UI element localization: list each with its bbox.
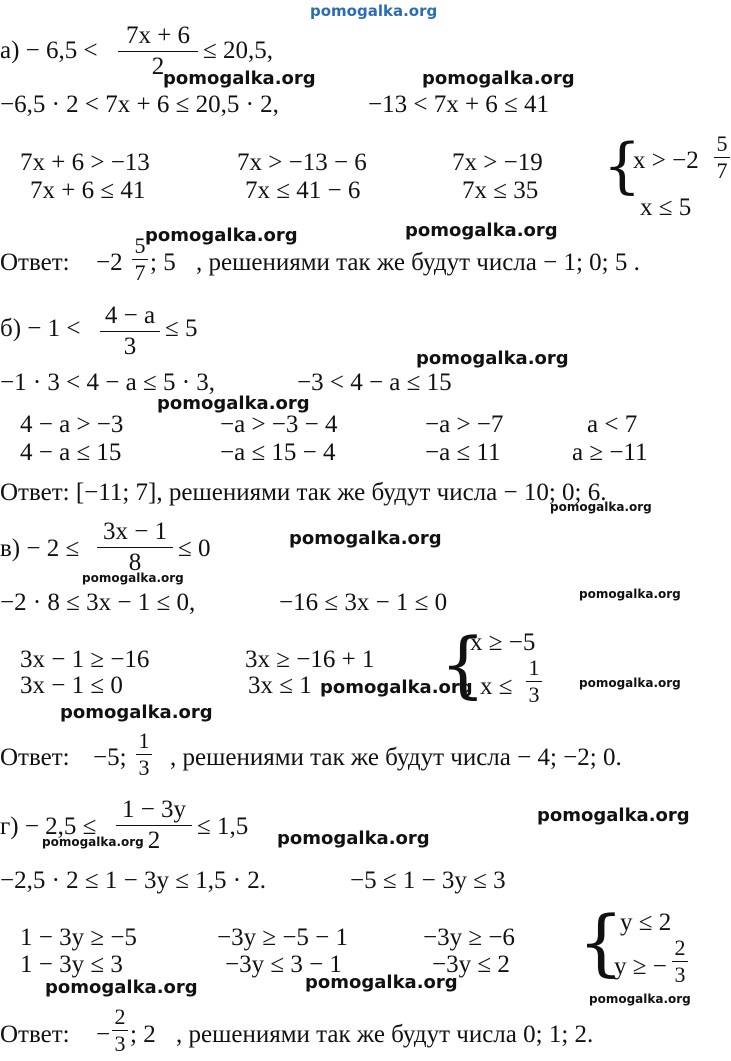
a-c2r1: 7x > −13 − 6 bbox=[237, 149, 367, 176]
c-sys2-num: 1 bbox=[528, 655, 540, 680]
a-c1r1: 7x + 6 > −13 bbox=[20, 149, 150, 176]
d-answer-fraction bbox=[112, 1005, 128, 1056]
d-line2-left: −2,5 · 2 ≤ 1 − 3y ≤ 1,5 · 2. bbox=[0, 867, 267, 894]
watermark: pomogalka.org bbox=[305, 972, 458, 993]
watermark: pomogalka.org bbox=[277, 828, 430, 849]
b-c3r2: −a ≤ 11 bbox=[425, 439, 501, 466]
a-answer-num: 5 bbox=[134, 233, 146, 258]
c-line2-right: −16 ≤ 3x − 1 ≤ 0 bbox=[279, 589, 448, 616]
d-c2r2: −3y ≤ 3 − 1 bbox=[225, 951, 342, 978]
b-answer: Ответ: [−11; 7], решениями так же будут числа − 10; 0; 6. bbox=[0, 479, 607, 506]
watermark-small: pomogalka.org bbox=[579, 587, 681, 601]
c-after: ≤ 0 bbox=[178, 535, 211, 562]
b-c1r2: 4 − a ≤ 15 bbox=[20, 439, 122, 466]
c-fraction bbox=[97, 518, 173, 577]
d-answer-num: 2 bbox=[114, 1004, 126, 1029]
d-line2-right: −5 ≤ 1 − 3y ≤ 3 bbox=[350, 867, 506, 894]
d-c1r1: 1 − 3y ≥ −5 bbox=[20, 924, 137, 951]
a-c3r1: 7x > −19 bbox=[452, 149, 543, 176]
c-answer-fraction bbox=[136, 729, 152, 780]
b-frac-den: 3 bbox=[123, 333, 137, 360]
b-line2-left: −1 · 3 < 4 − a ≤ 5 · 3, bbox=[0, 369, 216, 396]
d-frac-bar bbox=[116, 825, 192, 826]
a-answer-fraction bbox=[132, 234, 148, 285]
a-c3r2: 7x ≤ 35 bbox=[462, 177, 539, 204]
a-label: а) − 6,5 < bbox=[0, 37, 98, 64]
c-c2r2: 3x ≤ 1 bbox=[248, 672, 312, 699]
watermark: pomogalka.org bbox=[405, 220, 558, 241]
watermark: pomogalka.org bbox=[289, 528, 442, 549]
d-answer-label: Ответ: bbox=[0, 1021, 70, 1048]
b-c2r1: −a > −3 − 4 bbox=[220, 411, 338, 438]
d-sys2-num: 2 bbox=[674, 935, 686, 960]
c-answer-val: −5; bbox=[93, 744, 127, 771]
b-line2-right: −3 < 4 − a ≤ 15 bbox=[297, 369, 452, 396]
d-c2r1: −3y ≥ −5 − 1 bbox=[217, 924, 349, 951]
c-sys2: x ≤ bbox=[480, 673, 513, 700]
watermark: pomogalka.org bbox=[145, 225, 298, 246]
c-frac-den: 8 bbox=[128, 549, 142, 576]
watermark: pomogalka.org bbox=[163, 68, 316, 89]
c-answer-num: 1 bbox=[138, 728, 150, 753]
b-fraction bbox=[100, 302, 160, 361]
b-after: ≤ 5 bbox=[165, 315, 198, 342]
watermark: pomogalka.org bbox=[45, 977, 198, 998]
b-c4r2: a ≥ −11 bbox=[572, 439, 648, 466]
d-system-brace: { bbox=[578, 900, 624, 984]
d-answer-tail: , решениями так же будут числа 0; 1; 2. bbox=[176, 1021, 594, 1048]
c-line2-left: −2 · 8 ≤ 3x − 1 ≤ 0, bbox=[0, 589, 196, 616]
watermark-small: pomogalka.org bbox=[550, 500, 652, 514]
a-answer-label: Ответ: bbox=[0, 249, 70, 276]
c-c2r1: 3x ≥ −16 + 1 bbox=[245, 646, 375, 673]
a-sys1-num: 5 bbox=[716, 131, 728, 156]
a-c2r2: 7x ≤ 41 − 6 bbox=[245, 177, 361, 204]
b-frac-num: 4 − a bbox=[104, 302, 156, 329]
d-answer-den: 3 bbox=[114, 1031, 126, 1056]
a-line2-left: −6,5 · 2 < 7x + 6 ≤ 20,5 · 2, bbox=[0, 91, 279, 118]
b-c4r1: a < 7 bbox=[587, 411, 638, 438]
d-c3r1: −3y ≥ −6 bbox=[423, 924, 515, 951]
c-answer-den: 3 bbox=[138, 755, 150, 780]
watermark: pomogalka.org bbox=[416, 348, 569, 369]
a-answer-rest: ; 5 bbox=[150, 249, 176, 276]
a-sys1-fraction bbox=[714, 132, 730, 183]
b-label: б) − 1 < bbox=[0, 315, 81, 342]
a-answer-val: −2 bbox=[96, 249, 123, 276]
a-answer-den: 7 bbox=[134, 260, 146, 285]
d-answer-rest: ; 2 bbox=[130, 1021, 156, 1048]
watermark-small: pomogalka.org bbox=[579, 676, 681, 690]
c-sys1: x ≥ −5 bbox=[470, 629, 536, 656]
a-frac-den: 2 bbox=[151, 53, 165, 80]
c-c1r2: 3x − 1 ≤ 0 bbox=[20, 672, 123, 699]
watermark-top[interactable]: pomogalka.org bbox=[310, 2, 438, 20]
d-sys2-fraction bbox=[672, 936, 688, 987]
d-frac-den: 2 bbox=[147, 827, 161, 854]
d-answer-val: − bbox=[96, 1021, 111, 1048]
watermark: pomogalka.org bbox=[422, 68, 575, 89]
c-answer-label: Ответ: bbox=[0, 744, 70, 771]
c-system-brace: { bbox=[440, 622, 486, 706]
watermark-small: pomogalka.org bbox=[42, 835, 144, 849]
c-label: в) − 2 ≤ bbox=[0, 535, 80, 562]
c-frac-bar bbox=[97, 547, 173, 548]
d-sys2: y ≥ − bbox=[614, 953, 667, 980]
d-c3r2: −3y ≤ 2 bbox=[432, 951, 510, 978]
d-after: ≤ 1,5 bbox=[197, 813, 249, 840]
a-system-brace: { bbox=[603, 131, 642, 201]
c-answer-tail: , решениями так же будут числа − 4; −2; 0. bbox=[170, 744, 622, 771]
a-c1r2: 7x + 6 ≤ 41 bbox=[30, 177, 146, 204]
d-label: г) − 2,5 ≤ bbox=[0, 813, 97, 840]
c-sys2-den: 3 bbox=[528, 682, 540, 707]
b-frac-bar bbox=[100, 331, 160, 332]
d-frac-num: 1 − 3y bbox=[121, 796, 187, 823]
watermark: pomogalka.org bbox=[60, 702, 213, 723]
a-sys1-den: 7 bbox=[716, 158, 728, 183]
d-sys1: y ≤ 2 bbox=[620, 909, 672, 936]
a-sys2: x ≤ 5 bbox=[640, 194, 692, 221]
watermark-small: pomogalka.org bbox=[82, 571, 184, 585]
c-frac-num: 3x − 1 bbox=[102, 518, 168, 545]
c-c1r1: 3x − 1 ≥ −16 bbox=[20, 646, 150, 673]
b-c3r1: −a > −7 bbox=[425, 411, 504, 438]
a-sys1: x > −2 bbox=[633, 147, 699, 174]
a-after: ≤ 20,5, bbox=[203, 37, 273, 64]
d-sys2-den: 3 bbox=[674, 962, 686, 987]
b-c2r2: −a ≤ 15 − 4 bbox=[220, 439, 336, 466]
d-c1r2: 1 − 3y ≤ 3 bbox=[20, 951, 123, 978]
watermark: pomogalka.org bbox=[537, 805, 690, 826]
watermark: pomogalka.org bbox=[320, 677, 473, 698]
c-sys2-fraction bbox=[526, 656, 542, 707]
a-frac-num: 7x + 6 bbox=[125, 22, 191, 49]
a-frac-bar bbox=[118, 51, 198, 52]
b-c1r1: 4 − a > −3 bbox=[20, 411, 124, 438]
watermark: pomogalka.org bbox=[157, 393, 310, 414]
watermark-small: pomogalka.org bbox=[589, 992, 691, 1006]
a-answer-tail: , решениями так же будут числа − 1; 0; 5 . bbox=[196, 249, 640, 276]
a-line2-right: −13 < 7x + 6 ≤ 41 bbox=[368, 91, 550, 118]
